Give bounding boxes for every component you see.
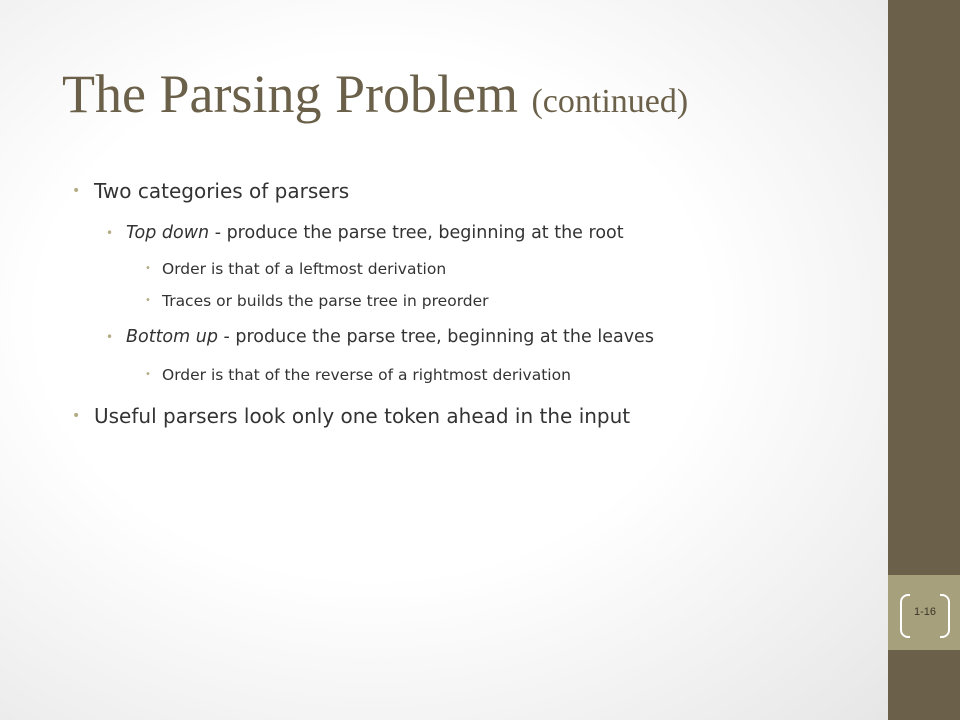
bullet-level2-bottom-up — [106, 325, 654, 349]
slide-number: 1-16 — [913, 606, 937, 618]
title-subtitle: (continued) — [531, 83, 689, 120]
bullet-dot: • — [72, 183, 81, 199]
bullet-text: Useful parsers look only one token ahead in the input — [94, 404, 631, 428]
bullet-level1-lookahead — [72, 403, 631, 429]
bullet-dot: • — [72, 408, 81, 424]
bullet-level3-rightmost — [145, 364, 571, 386]
bullet-dot: • — [106, 330, 114, 344]
bullet-text: Order is that of the reverse of a rightmost derivation — [162, 366, 571, 384]
bullet-level3-preorder — [145, 290, 489, 312]
bullet-dot: • — [145, 369, 151, 380]
bullet-text: Traces or builds the parse tree in preorder — [162, 292, 489, 310]
bullet-emphasis: Bottom up — [126, 327, 218, 347]
slide-title — [62, 62, 688, 134]
bullet-text: Two categories of parsers — [94, 179, 350, 203]
title-main: The Parsing Problem — [62, 64, 518, 124]
bullet-text: - produce the parse tree, beginning at the leaves — [217, 327, 654, 347]
bullet-text: - produce the parse tree, beginning at the root — [209, 223, 624, 243]
bullet-level2-top-down — [106, 221, 624, 245]
bullet-level3-leftmost — [145, 258, 447, 280]
bullet-dot: • — [145, 295, 151, 306]
bullet-text: Order is that of a leftmost derivation — [162, 260, 447, 278]
bullet-level1-parser-categories — [72, 178, 350, 204]
bullet-dot: • — [145, 263, 151, 274]
bullet-emphasis: Top down — [126, 223, 210, 243]
bullet-dot: • — [106, 226, 114, 240]
